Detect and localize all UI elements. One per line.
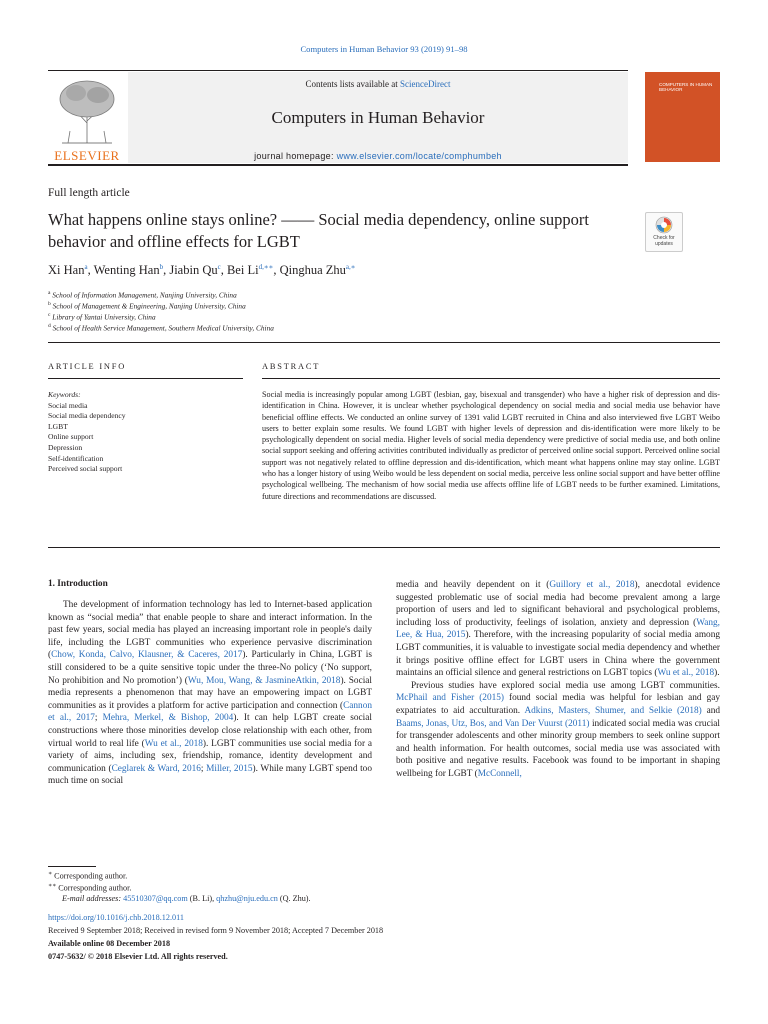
keywords-label: Keywords: (48, 390, 81, 399)
footnote-text: Corresponding author. (58, 883, 132, 893)
text-run: ). LGBT communities use social media for a variety of aims, including sex, friendship, romance, identity development and communication ( (48, 738, 372, 774)
body-column-right (396, 579, 720, 781)
author-sup[interactable]: c (217, 263, 221, 271)
footnote-corresponding-1: ∗ Corresponding author. (48, 871, 128, 881)
footnote-text: Corresponding author. (54, 871, 128, 881)
affiliation (48, 323, 274, 332)
citation-link[interactable]: Wu et al., 2018 (144, 738, 203, 749)
text-run: ). It can help LGBT create social constructions where those minorities develop close relationship with each other, from virtual world to real life ( (48, 713, 372, 749)
citation-link[interactable]: Wu, Mou, Wang, & JasmineAtkin, 2018 (187, 675, 341, 686)
text-run: ; (94, 713, 103, 724)
paragraph (396, 680, 720, 781)
keyword: LGBT (48, 421, 68, 431)
author-name[interactable]: Xi Han (48, 263, 85, 278)
text-run: Previous studies have explored social media use among LGBT communities. (411, 680, 720, 691)
article-info-rule (48, 378, 243, 379)
author-name[interactable]: Wenting Han (93, 263, 160, 278)
author-sup[interactable]: a,∗ (345, 263, 356, 271)
paragraph (48, 599, 372, 788)
abstract-text: Social media is increasingly popular among LGBT (lesbian, gay, bisexual and transgender) who have a higher risk of depression and dis-identification in China. However, it is unclear whether psychological dependency on social media and social media use behavior have beneficial offline effects. We conducted an online survey of 1391 valid LGBT recruited in China and also interviewed five LGBT Weibo users to better explain some results. We found LGBT with higher levels of depression and dis-identification were more likely to be psychologically dependent on social media. Higher levels of social media dependency were predictive of social media use, and both online social support seeking and offering activities contributed individually as predictor of perceived online social support. Perceived online social support was not negatively related to offline depression and dis-identification, which meant what happens online may stay online. LGBT who has a longer history of using Weibo would be less dependent on social media, perceive less online social support and have better offline psychological wellbeing. The mechanism of how social media use affects offline life of LGBT needs to be further examined. Limitations, future directions and recommendations are discussed. (262, 390, 720, 501)
abstract-heading: ABSTRACT (262, 362, 321, 371)
section-rule (48, 342, 720, 343)
citation-link[interactable]: Wang, Lee, & Hua, 2015 (396, 617, 720, 641)
text-run: found social media was helpful for lesbian and gay expatriates to aid acculturation. (396, 693, 720, 716)
text-run: ). While many LGBT spend too much time on social (48, 763, 372, 787)
abstract-rule (262, 378, 720, 379)
doi-link[interactable]: https://doi.org/10.1016/j.chb.2018.12.011 (48, 913, 185, 922)
header-rule-top (48, 70, 628, 71)
footnote-rule (48, 866, 96, 867)
journal-homepage-line (128, 151, 628, 161)
journal-cover-image[interactable] (645, 72, 720, 162)
text-run: media and heavily dependent on it ( (396, 580, 550, 590)
keyword: Perceived social support (48, 464, 123, 474)
citation-link[interactable]: Miller, 2015 (206, 763, 253, 774)
journal-title: Computers in Human Behavior (271, 108, 485, 127)
author-sup[interactable]: d,∗∗ (258, 263, 274, 271)
keyword: Depression (48, 442, 83, 452)
text-run: indicated social media was crucial for transgender adolescents and other minority group members to seek online support and health information. For health outcomes, social media use was associated with both positive and negative results. Facebook was found to be important in shaping wellbeing for LGBT ( (396, 718, 720, 779)
citation-link[interactable]: McConnell, (477, 768, 522, 779)
available-online: Available online 08 December 2018 (48, 939, 171, 948)
keyword: Social media dependency (48, 411, 126, 421)
received-dates: Received 9 September 2018; Received in revised form 9 November 2018; Accepted 7 December 2018 (48, 926, 384, 935)
article-info-heading: ARTICLE INFO (48, 362, 127, 371)
text-run: ). Particularly in China, LGBT is still considered to be a quite sensitive topic under the three-No policy (‘No support, No prohibition and No promotion’) ( (48, 650, 372, 686)
citation-link[interactable]: Mehra, Merkel, & Bishop, 2004 (102, 713, 234, 724)
check-updates-label: Check for updates (653, 235, 675, 247)
homepage-link[interactable]: www.elsevier.com/locate/comphumbeh (336, 151, 502, 161)
sciencedirect-link[interactable]: ScienceDirect (400, 79, 451, 89)
paragraph (396, 579, 720, 680)
email-link[interactable]: 45510307@qq.com (123, 894, 188, 903)
contents-line (128, 79, 628, 89)
author-name[interactable]: Bei Li (226, 263, 259, 278)
author-name[interactable]: Qinghua Zhu (279, 263, 346, 278)
text-run: ; (200, 763, 207, 774)
affiliation-sup: c (48, 312, 51, 318)
author-sup[interactable]: b (159, 263, 164, 271)
citation-link[interactable]: Ceglarek & Ward, 2016 (111, 763, 201, 774)
text-run: ). Therefore, with the increasing popularity of social media among LGBT communities, it is valuable to investigate social media dependency and whether it brings positive offline effect for LGBT users in China where the government maintains an official silence and general restrictions on LGBT topics ( (396, 630, 721, 679)
text-run: and (701, 705, 720, 716)
affiliation-text: School of Information Management, Nanjing University, China (52, 290, 237, 300)
keyword: Self-identification (48, 453, 104, 463)
citation-link[interactable]: Wu et al., 2018 (657, 668, 715, 679)
affiliation-text: School of Management & Engineering, Nanjing University, China (52, 301, 246, 311)
affiliation-text: Library of Yantai University, China (52, 312, 156, 322)
article-title: What happens online stays online? —— Social media dependency, online support behavior and offline effects for LGBT (48, 210, 590, 251)
journal-citation-link[interactable]: Computers in Human Behavior 93 (2019) 91–98 (300, 44, 468, 54)
affiliation (48, 312, 156, 321)
footnote-emails (62, 894, 311, 903)
email-label: E-mail addresses: (62, 894, 122, 903)
cover-title: COMPUTERS IN HUMAN BEHAVIOR (659, 82, 713, 92)
text-run: (Q. Zhu). (277, 894, 311, 903)
footnote-corresponding-2: ∗∗ Corresponding author. (48, 883, 132, 893)
affiliation-sup: b (48, 301, 51, 307)
contents-prefix: Contents lists available at (305, 79, 400, 89)
citation-link[interactable]: Cannon et al., 2017 (48, 700, 372, 724)
affiliation (48, 290, 237, 299)
citation-link[interactable]: Guillory et al., 2018 (549, 580, 635, 590)
abstract-end-rule (48, 547, 720, 548)
check-for-updates-button[interactable] (645, 212, 683, 252)
affiliation (48, 301, 246, 310)
text-run: ), anecdotal evidence suggested problematic use of social media had become prevalent among a large proportion of users and led to significant behavioral and psychological problems, including loss of productivity, feelings of isolation, anxiety and depression ( (396, 580, 720, 628)
text-run: ). (714, 668, 720, 679)
affiliation-sup: a (48, 290, 51, 296)
citation-link[interactable]: Chow, Konda, Calvo, Klausner, & Caceres, 2017 (51, 650, 243, 661)
text-run: ). Social media represents a phenomenon that may have an empowering impact on LGBT communities as it provides a platform for active participation and connection ( (48, 675, 372, 711)
text-run: (B. Li), (187, 894, 217, 903)
author-list: Xi Han$^a$, Wenting Han$^b$, Jiabin Qu$^c$, Bei $Li^{d,∗∗}$, Qinghua Zhu$^{a,∗}$ (48, 263, 356, 278)
keywords-block (48, 390, 126, 475)
author-sup[interactable]: a (84, 263, 88, 271)
check-updates-icon (655, 216, 673, 234)
text-run: The development of information technology has led to Internet-based application known as “social media” that enable people to share and interact information. In the past few years, social media has played an increasing important role in people's daily life, including the LGBT communities who experience pervasive discrimination ( (48, 600, 372, 661)
email-link[interactable]: qhzhu@nju.edu.cn (216, 894, 278, 903)
body-column-left (48, 599, 372, 788)
citation-link[interactable]: McPhail and Fisher (2015) (396, 693, 504, 704)
issn-copyright: 0747-5632/ © 2018 Elsevier Ltd. All rights reserved. (48, 952, 228, 961)
citation-link[interactable]: Adkins, Masters, Shumer, and Selkie (2018) (524, 705, 702, 716)
citation-link[interactable]: Baams, Jonas, Utz, Bos, and Van Der Vuurst (2011) (396, 718, 590, 729)
section-heading-introduction: 1. Introduction (48, 579, 108, 589)
author-name[interactable]: Jiabin Qu (169, 263, 218, 278)
header-rule-bottom (48, 164, 628, 166)
homepage-prefix: journal homepage: (254, 151, 337, 161)
affiliation-sup: d (48, 323, 51, 329)
article-type: Full length article (48, 187, 130, 199)
affiliation-text: School of Health Service Management, Southern Medical University, China (52, 323, 274, 333)
keyword: Social media (48, 400, 88, 410)
elsevier-wordmark: ELSEVIER (54, 148, 120, 163)
keyword: Online support (48, 432, 94, 442)
